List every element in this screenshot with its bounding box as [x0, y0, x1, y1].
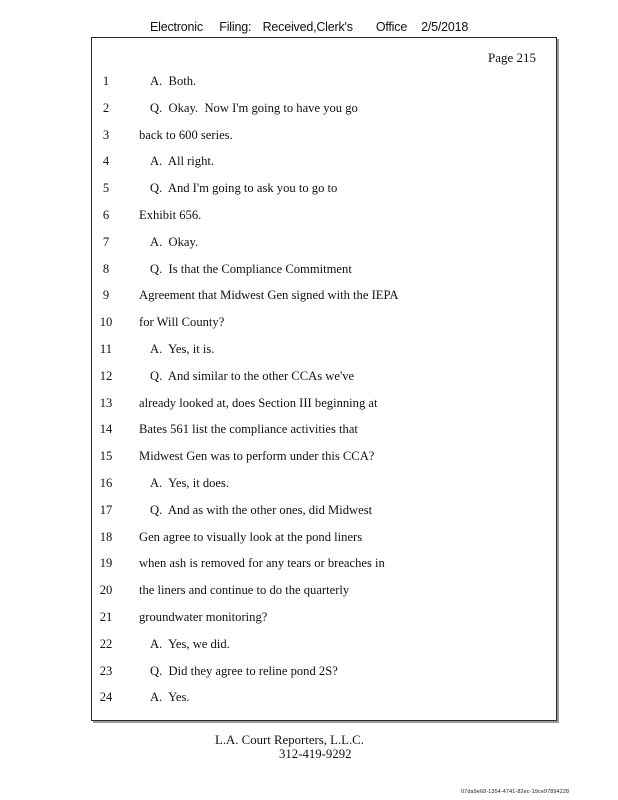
footer-company: L.A. Court Reporters, L.L.C.	[215, 733, 364, 747]
line-text: Gen agree to visually look at the pond liners	[139, 529, 363, 544]
filing-header-date: 2/5/2018	[421, 20, 469, 34]
line-number: 14	[99, 422, 113, 437]
transcript-line	[0, 555, 600, 582]
transcript-lines	[0, 73, 600, 716]
line-text: A. Okay.	[150, 234, 199, 249]
transcript-line	[0, 502, 600, 529]
transcript-line	[0, 100, 600, 127]
transcript-line	[0, 287, 600, 314]
footer-phone: 312-419-9292	[279, 747, 352, 761]
line-number: 8	[102, 261, 110, 276]
line-text: Q. And as with the other ones, did Midwest	[150, 502, 373, 517]
filing-header-office: Office	[375, 20, 408, 34]
line-text: Midwest Gen was to perform under this CCA?	[139, 449, 375, 464]
transcript-line	[0, 127, 600, 154]
line-text: Agreement that Midwest Gen signed with the IEPA	[139, 288, 399, 303]
line-number: 15	[99, 449, 113, 464]
transcript-line	[0, 261, 600, 288]
filing-header	[150, 20, 468, 34]
transcript-line	[0, 689, 600, 716]
transcript-line	[0, 609, 600, 636]
line-number: 16	[99, 475, 113, 490]
transcript-line	[0, 395, 600, 422]
line-number: 7	[102, 234, 110, 249]
line-number: 9	[102, 288, 110, 303]
line-number: 24	[99, 690, 113, 705]
line-text: Q. Okay. Now I'm going to have you go	[150, 100, 358, 115]
line-number: 18	[99, 529, 113, 544]
line-text: A. Yes, we did.	[150, 636, 230, 651]
transcript-line	[0, 234, 600, 261]
line-text: A. All right.	[150, 154, 215, 169]
transcript-line	[0, 421, 600, 448]
transcript-line	[0, 207, 600, 234]
transcript-line	[0, 153, 600, 180]
line-number: 11	[99, 341, 113, 356]
line-number: 17	[99, 502, 113, 517]
line-number: 13	[99, 395, 113, 410]
transcript-line	[0, 663, 600, 690]
line-number: 6	[102, 207, 110, 222]
line-text: A. Both.	[150, 74, 197, 88]
line-text: the liners and continue to do the quarterly	[139, 583, 350, 598]
line-text: Exhibit 656.	[139, 207, 202, 222]
line-text: already looked at, does Section III beginning at	[139, 395, 378, 410]
filing-header-electronic: Electronic	[150, 20, 203, 34]
line-number: 5	[102, 181, 110, 196]
line-number: 19	[99, 556, 113, 571]
line-number: 2	[102, 100, 110, 115]
transcript-line	[0, 73, 600, 100]
transcript-line	[0, 475, 600, 502]
transcript-line	[0, 314, 600, 341]
page-number: Page 215	[488, 50, 537, 65]
line-number: 20	[99, 583, 113, 598]
line-number: 3	[102, 127, 110, 142]
line-number: 23	[99, 663, 113, 678]
line-number: 4	[102, 154, 110, 169]
line-text: Q. Is that the Compliance Commitment	[150, 261, 352, 276]
line-number: 12	[99, 368, 113, 383]
line-text: A. Yes, it does.	[150, 475, 230, 490]
filing-header-filing: Filing:	[219, 20, 252, 34]
transcript-line	[0, 529, 600, 556]
line-text: Q. Did they agree to reline pond 2S?	[150, 663, 338, 678]
line-number: 22	[99, 636, 113, 651]
line-text: Bates 561 list the compliance activities that	[139, 422, 358, 437]
line-text: groundwater monitoring?	[139, 609, 268, 624]
transcript-line	[0, 180, 600, 207]
line-text: for Will County?	[139, 315, 225, 330]
line-text: A. Yes, it is.	[150, 341, 215, 356]
line-number: 1	[102, 74, 110, 88]
line-number: 10	[99, 315, 113, 330]
line-text: back to 600 series.	[139, 127, 233, 142]
filing-header-received: Received,Clerk's	[262, 20, 353, 34]
line-text: Q. And similar to the other CCAs we've	[150, 368, 355, 383]
transcript-line	[0, 341, 600, 368]
line-number: 21	[99, 609, 113, 624]
line-text: when ash is removed for any tears or breaches in	[139, 556, 385, 571]
transcript-line	[0, 448, 600, 475]
line-text: A. Yes.	[150, 690, 190, 705]
transcript-line	[0, 582, 600, 609]
transcript-line	[0, 368, 600, 395]
document-id: 07da9e68-1354-4741-82ec-19ce97894228	[461, 789, 570, 795]
line-text: Q. And I'm going to ask you to go to	[150, 181, 338, 196]
transcript-line	[0, 636, 600, 663]
